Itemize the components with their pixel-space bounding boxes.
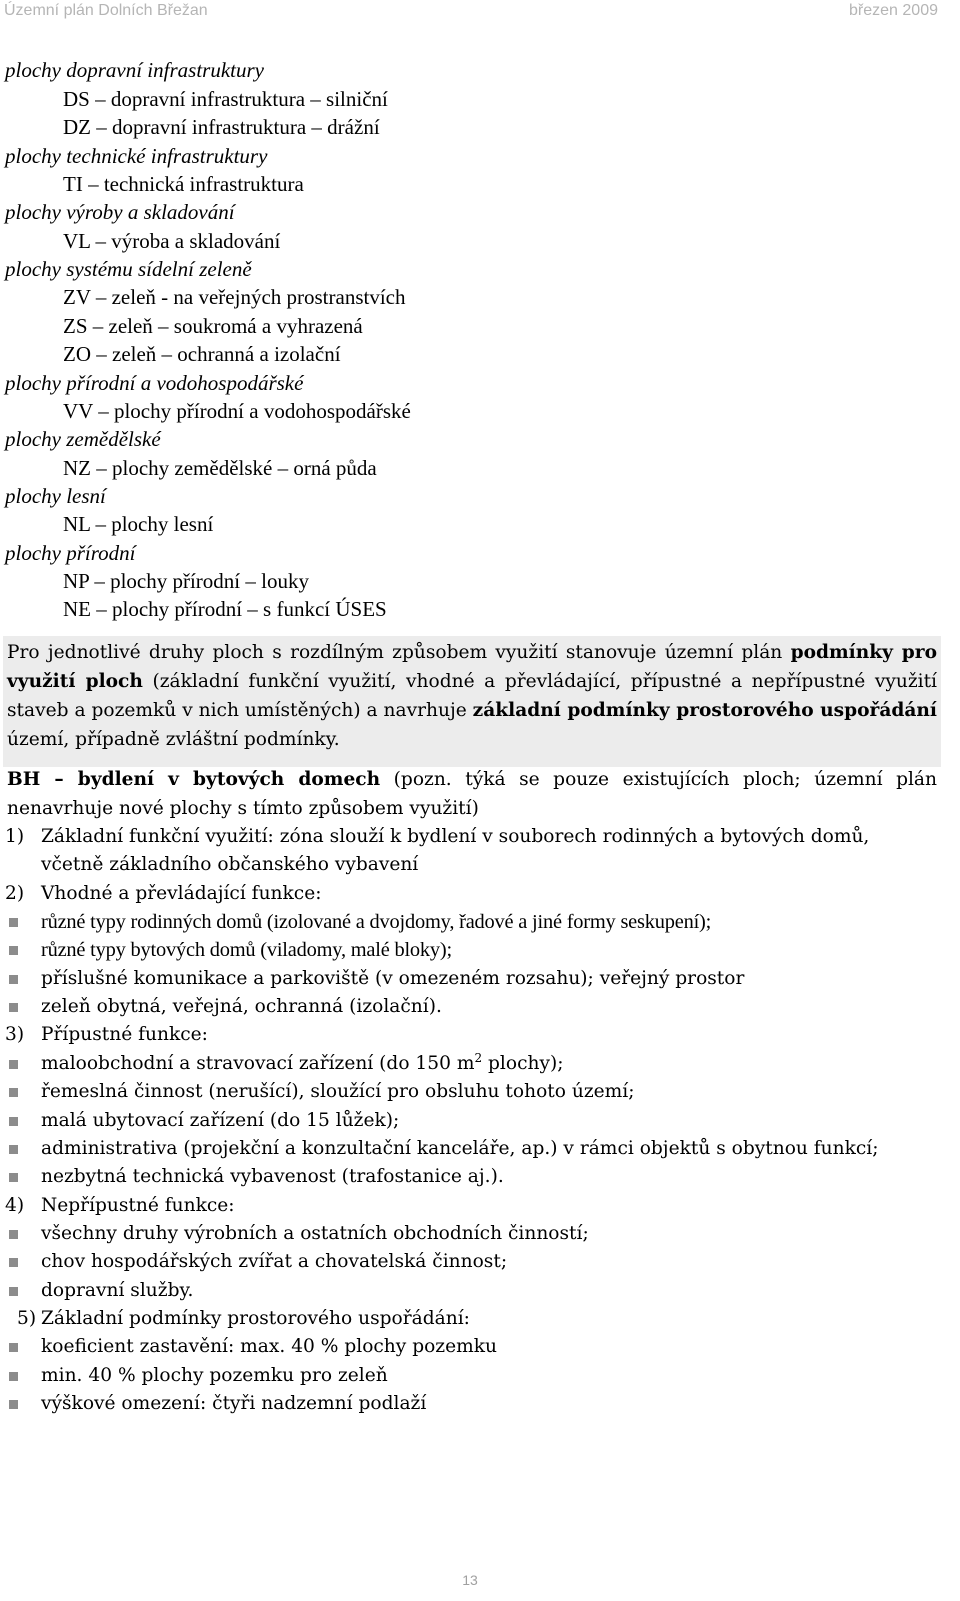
list-item-text: plochy);	[482, 1053, 564, 1074]
section-number: 4)	[5, 1195, 25, 1216]
category-title: plochy dopravní infrastruktury	[5, 58, 264, 82]
section-number: 5)	[17, 1308, 37, 1329]
section-4-title: Nepřípustné funkce:	[41, 1195, 235, 1216]
bullet-icon	[9, 1088, 18, 1097]
section-2-title: Vhodné a převládající funkce:	[41, 883, 322, 904]
intro-text: území, případně zvláštní podmínky.	[7, 729, 340, 750]
list-item: výškové omezení: čtyři nadzemní podlaží	[41, 1393, 427, 1414]
category-item: DS – dopravní infrastruktura – silniční	[63, 87, 388, 111]
category-title: plochy lesní	[5, 484, 106, 508]
section-number: 3)	[5, 1024, 25, 1045]
category-title: plochy přírodní	[5, 541, 136, 565]
intro-bold-spatial: základní podmínky prostorového uspořádání	[472, 700, 937, 721]
section-1-text: Základní funkční využití: zóna slouží k bydlení v souborech rodinných a bytových domů,	[41, 826, 870, 847]
bullet-icon	[9, 1258, 18, 1267]
bullet-icon	[9, 1400, 18, 1409]
bullet-icon	[9, 918, 18, 927]
category-title: plochy zemědělské	[5, 427, 161, 451]
page-number: 13	[462, 1572, 478, 1588]
category-title: plochy přírodní a vodohospodářské	[5, 371, 304, 395]
category-item: ZS – zeleň – soukromá a vyhrazená	[63, 314, 363, 338]
category-title: plochy výroby a skladování	[5, 200, 235, 224]
section-3-title: Přípustné funkce:	[41, 1024, 208, 1045]
header-date: březen 2009	[849, 2, 938, 19]
header-title: Územní plán Dolních Břežan	[4, 2, 208, 19]
category-item: ZO – zeleň – ochranná a izolační	[63, 342, 341, 366]
bh-heading	[7, 765, 937, 823]
list-item: dopravní služby.	[41, 1280, 194, 1301]
list-item: nezbytná technická vybavenost (trafostanice aj.).	[41, 1166, 504, 1187]
category-item: NL – plochy lesní	[63, 512, 214, 536]
list-item: různé typy bytových domů (viladomy, malé bloky);	[41, 939, 452, 961]
list-item: malá ubytovací zařízení (do 15 lůžek);	[41, 1110, 400, 1131]
category-item: NZ – plochy zemědělské – orná půda	[63, 456, 377, 480]
section-number: 2)	[5, 883, 25, 904]
bullet-icon	[9, 1117, 18, 1126]
bullet-icon	[9, 1145, 18, 1154]
list-item: řemeslná činnost (nerušící), sloužící pro obsluhu tohoto území;	[41, 1081, 635, 1102]
category-title: plochy systému sídelní zeleně	[5, 257, 252, 281]
bullet-icon	[9, 946, 18, 955]
list-item: všechny druhy výrobních a ostatních obchodních činností;	[41, 1223, 589, 1244]
section-5-title: Základní podmínky prostorového uspořádání:	[41, 1308, 470, 1329]
intro-text: Pro jednotlivé druhy ploch s rozdílným způsobem využití stanovuje územní plán	[7, 642, 791, 663]
category-item: TI – technická infrastruktura	[63, 172, 304, 196]
bullet-icon	[9, 1372, 18, 1381]
category-item: NE – plochy přírodní – s funkcí ÚSES	[63, 597, 387, 621]
list-item: různé typy rodinných domů (izolované a dvojdomy, řadové a jiné formy seskupení);	[41, 911, 712, 933]
section-1-text-cont: včetně základního občanského vybavení	[41, 854, 419, 875]
bullet-icon	[9, 1173, 18, 1182]
category-item: VV – plochy přírodní a vodohospodářské	[63, 399, 411, 423]
list-item	[41, 1050, 563, 1078]
bullet-icon	[9, 1287, 18, 1296]
bh-note: (pozn. týká se pouze existujících ploch; územní plán nenavrhuje nové plochy s tímto způsobem využití)	[7, 769, 937, 819]
category-item: NP – plochy přírodní – louky	[63, 569, 309, 593]
category-item: DZ – dopravní infrastruktura – drážní	[63, 115, 380, 139]
intro-text: (základní funkční využití, vhodné a převládající, přípustné a nepřípustné využití staveb a pozemků v nich umístěných) a navrhuje	[7, 671, 937, 721]
category-item: ZV – zeleň - na veřejných prostranstvích	[63, 285, 406, 309]
list-item: administrativa (projekční a konzultační kanceláře, ap.) v rámci objektů s obytnou funkcí;	[41, 1138, 879, 1159]
bullet-icon	[9, 1003, 18, 1012]
superscript: 2	[474, 1050, 483, 1065]
section-number: 1)	[5, 826, 25, 847]
category-title: plochy technické infrastruktury	[5, 144, 268, 168]
running-header	[4, 2, 938, 26]
intro-bold-conditions: podmínky pro využití ploch	[7, 642, 937, 692]
list-item: příslušné komunikace a parkoviště (v omezeném rozsahu); veřejný prostor	[41, 968, 745, 989]
bullet-icon	[9, 1230, 18, 1239]
bullet-icon	[9, 975, 18, 984]
bh-title: BH – bydlení v bytových domech	[7, 769, 381, 790]
list-item-text: maloobchodní a stravovací zařízení (do 150 m	[41, 1053, 475, 1074]
intro-paragraph	[7, 638, 937, 754]
list-item: koeficient zastavění: max. 40 % plochy pozemku	[41, 1336, 497, 1357]
list-item: zeleň obytná, veřejná, ochranná (izolační).	[41, 996, 442, 1017]
list-item: min. 40 % plochy pozemku pro zeleň	[41, 1365, 388, 1386]
bullet-icon	[9, 1343, 18, 1352]
category-item: VL – výroba a skladování	[63, 229, 281, 253]
bullet-icon	[9, 1060, 18, 1069]
list-item: chov hospodářských zvířat a chovatelská činnost;	[41, 1251, 508, 1272]
